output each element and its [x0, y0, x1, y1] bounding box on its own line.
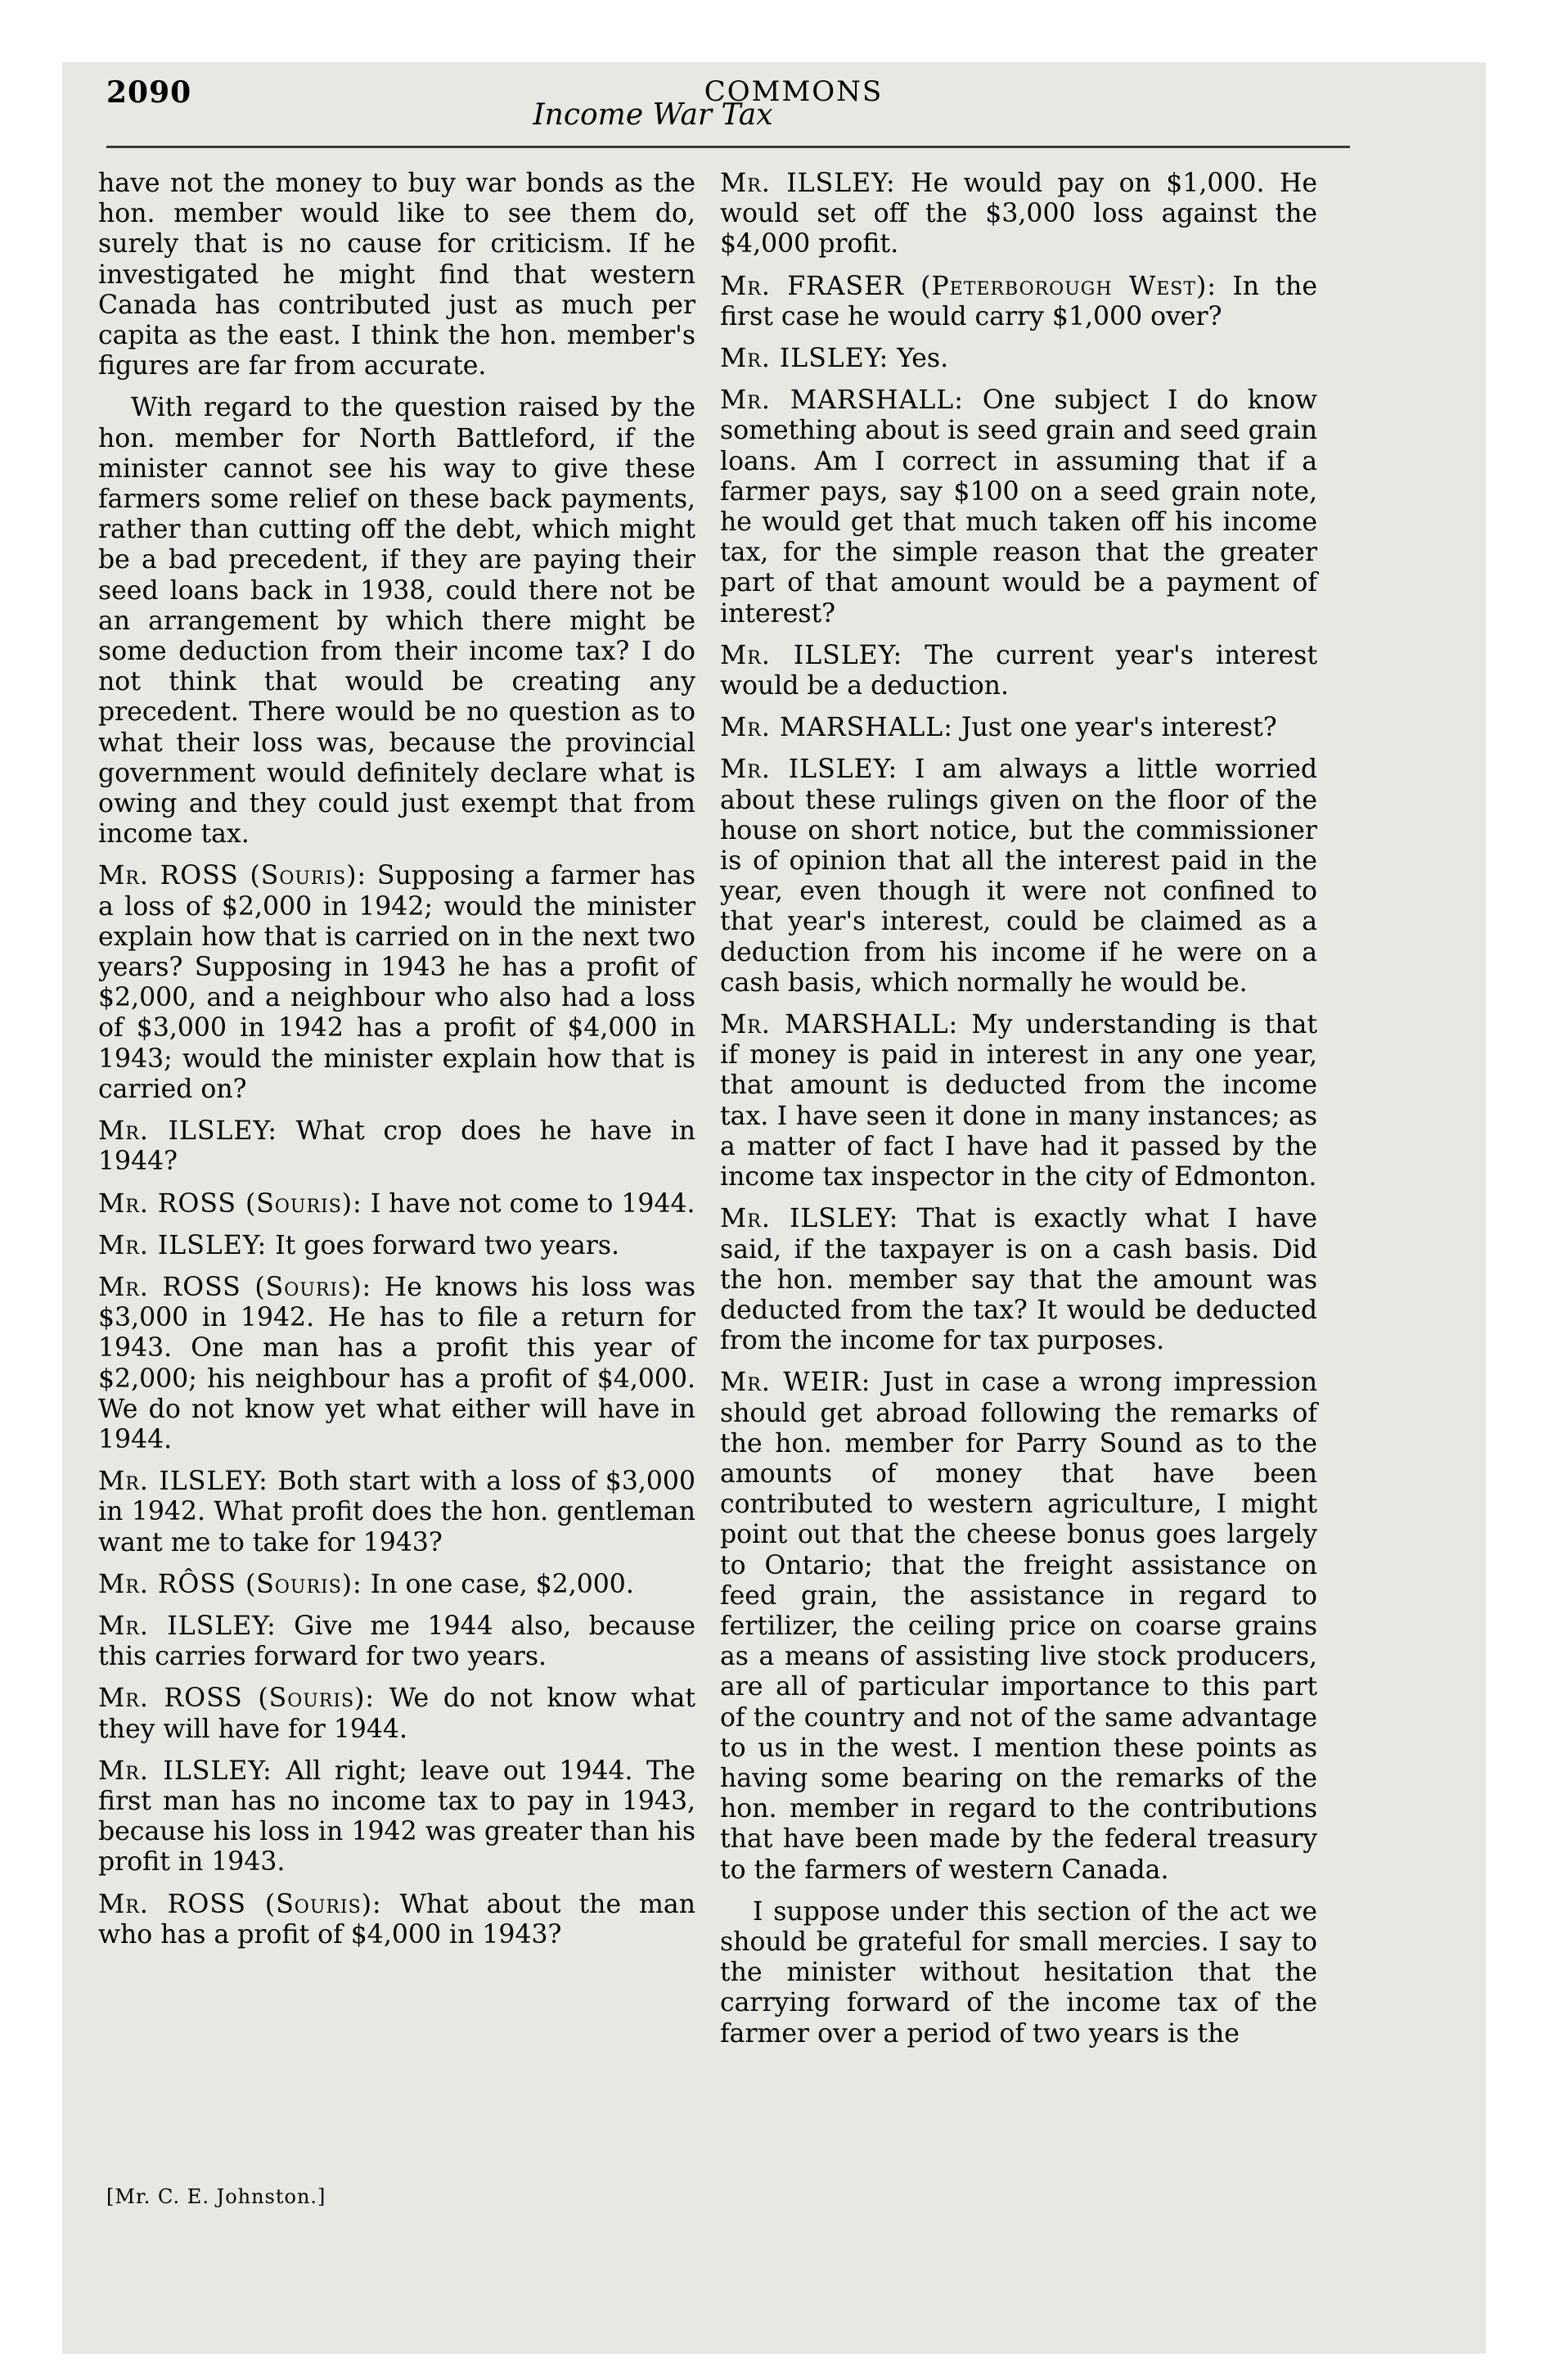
paragraph-text: My understanding is that if money is paid in interest in any one year, that amount is deducted from the income tax. I have seen it done in many instances; as a matter of fact I have had it passed by the income tax inspector in the city of Edmonton. [720, 1010, 1318, 1192]
paragraph [720, 713, 1317, 743]
paragraph-text: I have not come to 1944. [370, 1188, 695, 1219]
paragraph-text: Supposing a farmer has a loss of $2,000 in 1942; would the minister explain how that is carried on in the next two years? Supposing in 1943 he has a profit of $2,000, and a neighbour who also had a loss of $3,000 in 1942 has a profit of $4,000 in 1943; would the minister explain how that is carried on? [98, 861, 695, 1104]
paragraph [98, 1570, 695, 1600]
speaker-name: Mr. ILSLEY: [720, 169, 896, 198]
speaker-name: Mr. ROSS (Souris): [98, 1188, 362, 1219]
paragraph [98, 1684, 695, 1744]
paragraph-text: What about the man who has a profit of $4,000 in 1943? [98, 1889, 695, 1950]
left-column [98, 169, 695, 1962]
speaker-name: Mr. ILSLEY: [720, 344, 889, 374]
paragraph-text: Yes. [897, 344, 949, 374]
paragraph [98, 169, 695, 381]
speaker-name: Mr. RÔSS (Souris): [98, 1569, 362, 1599]
paragraph-text: Give me 1944 also, because this carries forward for two years. [98, 1611, 695, 1672]
paragraph [720, 272, 1317, 332]
paragraph [98, 1611, 695, 1672]
speaker-name: Mr. ILSLEY: [720, 755, 898, 785]
paragraph-text: Just one year's interest? [961, 713, 1277, 743]
paragraph-text: That is exactly what I have said, if the taxpayer is on a cash basis. Did the hon. member say that the amount was deducted from the tax? It would be deducted from the income for tax purposes. [720, 1204, 1318, 1356]
speaker-name: Mr. ILSLEY: [98, 1756, 272, 1786]
paragraph [98, 393, 695, 850]
speaker-name: Mr. FRASER (Peterborough West): [720, 271, 1217, 301]
paragraph-text: It goes forward two years. [275, 1230, 620, 1260]
paragraph [720, 1368, 1317, 1885]
speaker-name: Mr. ILSLEY: [720, 640, 903, 670]
speaker-name: Mr. MARSHALL: [720, 1010, 959, 1040]
header-rule [106, 146, 1350, 148]
speaker-name: Mr. ILSLEY: [98, 1116, 277, 1147]
paragraph [98, 1273, 695, 1455]
speaker-name: Mr. ROSS (Souris): [98, 1684, 376, 1714]
paragraph [720, 1897, 1317, 2049]
paragraph [720, 1204, 1317, 1356]
paragraph-text: I suppose under this section of the act we should be grateful for small mercies. I say to the minister without hesitation that the carrying forward of the income tax of the farmer over a period of two years is the [720, 1896, 1317, 2049]
paragraph [720, 641, 1317, 701]
paragraph [98, 1116, 695, 1177]
right-column [720, 169, 1317, 2061]
speaker-name: Mr. ILSLEY: [98, 1467, 268, 1497]
paragraph [98, 1189, 695, 1219]
paragraph [720, 385, 1317, 629]
speaker-name: Mr. MARSHALL: [720, 385, 964, 416]
speaker-name: Mr. ROSS (Souris): [98, 1889, 382, 1919]
paragraph [98, 1467, 695, 1558]
paragraph-text: What crop does he have in 1944? [98, 1116, 695, 1177]
paragraph-text: All right; leave out 1944. The first man has no income tax to pay in 1943, because his loss in 1942 was greater than his profit in 1943. [98, 1756, 696, 1877]
speaker-name: Mr. ILSLEY: [98, 1230, 268, 1260]
paragraph [98, 1890, 695, 1950]
paragraph-text: The current year's interest would be a deduction. [720, 640, 1317, 701]
speaker-name: Mr. ROSS (Souris): [98, 861, 367, 891]
paragraph-text: He knows his loss was $3,000 in 1942. He has to file a return for 1943. One man has a profit this year of $2,000; his neighbour has a profit of $4,000. We do not know yet what either will have in 1944. [98, 1272, 696, 1454]
paragraph-text: have not the money to buy war bonds as the hon. member would like to see them do, surely that is no cause for criticism. If he investigated he might find that western Canada has contributed just as much per capita as the east. I think the hon. member's figures are far from accurate. [98, 169, 695, 381]
speaker-name: Mr. WEIR: [720, 1368, 871, 1398]
speaker-name: Mr. ROSS (Souris): [98, 1272, 372, 1302]
paragraph-text: With regard to the question raised by the hon. member for North Battleford, if the minister cannot see his way to give these farmers some relief on these back payments, rather than cutting off the debt, which might be a bad precedent, if they are paying their seed loans back in 1938, could there not be an arrangement by which there might be some deduction from their income tax? I do not think that would be creating any precedent. There would be no question as to what their loss was, because the provincial government would definitely declare what is owing and they could just exempt that from income tax. [98, 393, 695, 850]
paragraph [98, 1756, 695, 1878]
paragraph-text: One subject I do know something about is seed grain and seed grain loans. Am I correct in assuming that if a farmer pays, say $100 on a seed grain note, he would get that much taken off his income tax, for the simple reason that the greater part of that amount would be a payment of interest? [720, 385, 1317, 629]
paragraph [720, 755, 1317, 998]
page-number: 2090 [106, 75, 192, 110]
paragraph-text: We do not know what they will have for 1944. [98, 1684, 695, 1744]
paragraph [720, 1010, 1317, 1192]
paragraph-text: Both start with a loss of $3,000 in 1942. What profit does the hon. gentleman want me to take for 1943? [98, 1467, 696, 1557]
paragraph [98, 1231, 695, 1261]
running-title: Income War Tax [533, 98, 773, 132]
speaker-name: Mr. ILSLEY: [720, 1204, 899, 1234]
paragraph-text: I am always a little worried about these rulings given on the floor of the house on short notice, but the commissioner is of opinion that all the interest paid in the year, even though it were not confined to that year's interest, could be claimed as a deduction from his income if he were on a cash basis, which normally he would be. [720, 755, 1317, 998]
paragraph [720, 169, 1317, 260]
section-title: COMMONS [704, 75, 884, 108]
paragraph [720, 344, 1317, 374]
speaker-name: Mr. ILSLEY: [98, 1611, 277, 1641]
speaker-name: Mr. MARSHALL: [720, 713, 953, 743]
paragraph-text: Just in case a wrong impression should get abroad following the remarks of the hon. member for Parry Sound as to the amounts of money that have been contributed to western agriculture, I might point out that the cheese bonus goes largely to Ontario; that the freight assistance on feed grain, the assistance in regard to fertilizer, the ceiling price on coarse grains as a means of assisting live stock producers, are all of particular importance to this part of the country and not of the same advantage to us in the west. I mention these points as having some bearing on the remarks of the hon. member in regard to the contributions that have been made by the federal treasury to the farmers of western Canada. [720, 1368, 1317, 1885]
paragraph [98, 861, 695, 1105]
paragraph-text: He would pay on $1,000. He would set off the $3,000 loss against the $4,000 profit. [720, 169, 1318, 259]
footer-note: [Mr. C. E. Johnston.] [106, 2185, 326, 2208]
paragraph-text: In the first case he would carry $1,000 over? [720, 271, 1317, 331]
paragraph-text: In one case, $2,000. [370, 1569, 634, 1599]
